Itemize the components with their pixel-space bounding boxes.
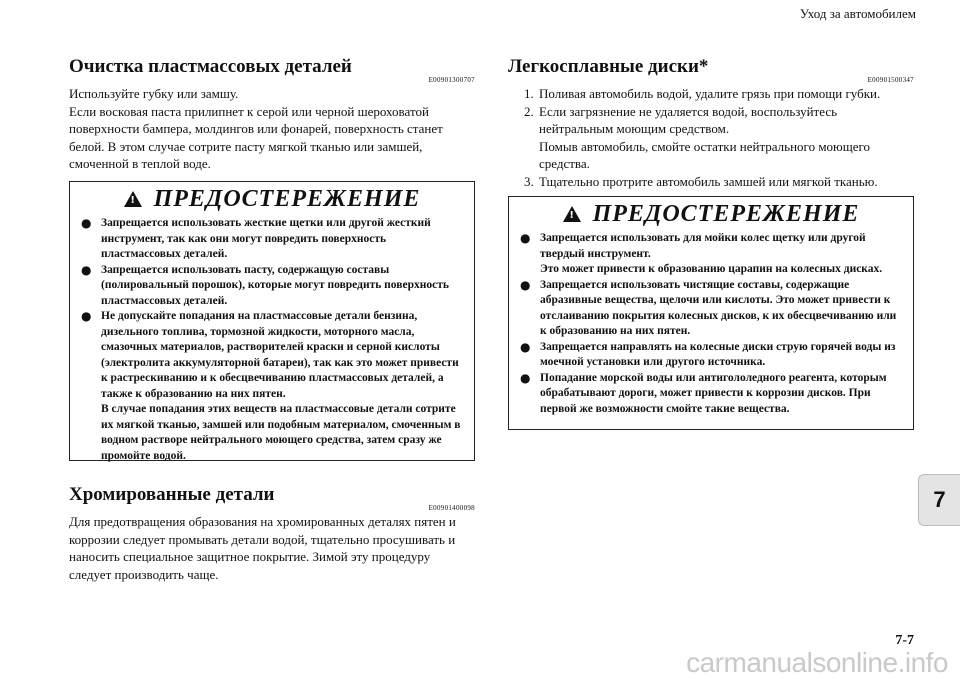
warning-header — [78, 182, 466, 216]
running-header: Уход за автомобилем — [799, 6, 916, 21]
step-number: 1. — [524, 86, 534, 101]
paragraph: Используйте губку или замшу. — [69, 86, 239, 101]
warning-label: ПРЕДОСТЕРЕЖЕНИЕ — [153, 185, 421, 212]
warning-item — [517, 231, 905, 278]
step-text: Если загрязнение не удаляется водой, воспользуйтесь нейтральным моющим средством. — [539, 103, 838, 137]
warning-item — [517, 371, 905, 418]
bullet-icon: ● — [81, 309, 92, 323]
step-number: 2. — [524, 103, 534, 119]
step-item — [508, 173, 914, 191]
section-plastic — [69, 56, 475, 173]
warning-item-text: Запрещается направлять на колесные диски струю горячей воды из моечной установки или другого источника. — [540, 340, 896, 368]
warning-list — [517, 231, 905, 417]
warning-item-text: Запрещается использовать пасту, содержащую составы (полировальный порошок), которые могут повредить поверхность пластмассовых деталей. — [101, 263, 449, 307]
section-code-alloy: E00901500347 — [867, 76, 914, 84]
warning-box-plastic — [69, 181, 475, 461]
section-title-chrome: Хромированные детали — [69, 484, 275, 505]
bullet-icon: ● — [81, 262, 92, 277]
step-text: Поливая автомобиль водой, удалите грязь при помощи губки. — [539, 86, 881, 101]
warning-item — [78, 309, 466, 464]
warning-triangle-icon: ! — [563, 206, 581, 222]
warning-header — [517, 197, 905, 231]
warning-item-text: Попадание морской воды или антигололедного реагента, которым обрабатывают дороги, может привести к коррозии дисков. При первой же возможности смойте такие вещества. — [540, 371, 887, 415]
step-number: 3. — [524, 173, 534, 189]
warning-triangle-icon: ! — [124, 191, 142, 207]
step-item — [508, 85, 914, 103]
warning-item — [517, 340, 905, 371]
warning-item — [78, 216, 466, 263]
bullet-icon: ● — [520, 231, 531, 245]
step-item — [508, 103, 914, 173]
chapter-tab[interactable] — [918, 474, 960, 526]
warning-box-alloy — [508, 196, 914, 430]
section-code-plastic: E00901300707 — [428, 76, 475, 84]
warning-item-extra: В случае попадания этих веществ на пластмассовые детали сотрите их мягкой тканью, замшей или подобным материалом, смоченным в водном растворе нейтрального моющего средства, затем сразу же промойте водой. — [101, 403, 461, 462]
bullet-icon: ● — [81, 216, 92, 230]
watermark: carmanualsonline.info — [686, 647, 948, 678]
section-code-chrome: E00901400098 — [428, 504, 475, 512]
bullet-icon: ● — [520, 370, 531, 385]
page-number: 7-7 — [895, 633, 914, 648]
warning-item-extra: Это может привести к образованию царапин на колесных дисках. — [540, 263, 883, 275]
warning-item — [517, 278, 905, 340]
warning-list — [78, 216, 466, 464]
warning-item-text: Запрещается использовать чистящие составы, содержащие абразивные вещества, щелочи или кислоты. Это может привести к отслаиванию покрытия колесных дисков, к их обесцвечиванию или к образованию на них пятен. — [540, 278, 897, 337]
bullet-icon: ● — [520, 339, 531, 354]
bullet-icon: ● — [520, 277, 531, 292]
section-title-alloy: Легкосплавные диски* — [508, 56, 709, 77]
section-chrome — [69, 484, 475, 583]
warning-item-text: Запрещается использовать для мойки колес щетку или другой твердый инструмент. — [540, 232, 866, 260]
warning-item-text: Запрещается использовать жесткие щетки или другой жесткий инструмент, так как они могут повредить поверхность пластмассовых деталей. — [101, 217, 431, 260]
section-title-plastic: Очистка пластмассовых деталей — [69, 56, 352, 77]
step-text: Тщательно протрите автомобиль замшей или мягкой тканью. — [539, 173, 878, 189]
section-alloy-wheels — [508, 56, 914, 191]
steps-list — [508, 85, 914, 191]
step-extra: Помыв автомобиль, смойте остатки нейтрального моющего средства. — [539, 138, 871, 172]
warning-label: ПРЕДОСТЕРЕЖЕНИЕ — [592, 200, 860, 227]
paragraph: Если восковая паста прилипнет к серой или черной шероховатой поверхности бампера, молдингов или фонарей, поверхность станет белой. В этом случае сотрите пасту мягкой тканью или замшей, смоченной в теплой воде. — [69, 103, 443, 172]
chapter-number: 7 — [933, 487, 946, 512]
warning-item — [78, 263, 466, 310]
paragraph: Для предотвращения образования на хромированных деталях пятен и коррозии следует промывать детали водой, тщательно просушивать и наносить специальное защитное покрытие. Зимой эту процедуру следует производить чаще. — [69, 514, 456, 582]
warning-item-text: Не допускайте попадания на пластмассовые детали бензина, дизельного топлива, тормозной жидкости, моторного масла, смазочных материалов, растворителей краски и серной кислоты (электролита аккумуляторной батареи), так как это может привести к растрескиванию и к обесцвечиванию пластмассовых деталей, а также к образованию на них пятен. — [101, 310, 459, 400]
